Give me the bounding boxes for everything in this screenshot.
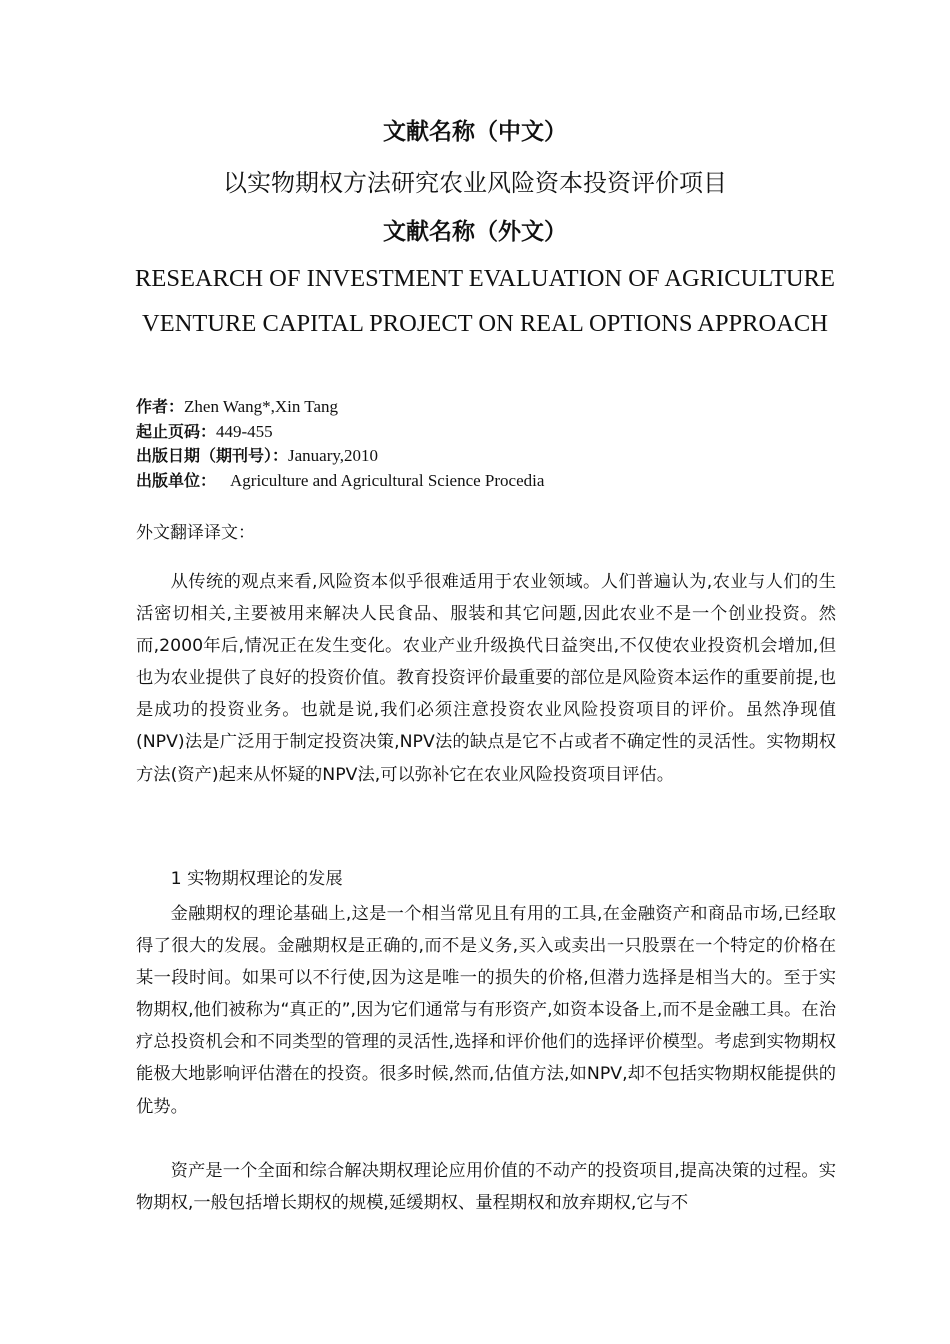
date-label: 出版日期（期刊号）： bbox=[136, 446, 289, 466]
pages-label: 起止页码： bbox=[136, 421, 217, 441]
paragraph-1 bbox=[136, 566, 836, 791]
publisher-value: Agriculture and Agricultural Science Procedia bbox=[230, 471, 545, 491]
paragraph-1-text: 从传统的观点来看,风险资本似乎很难适用于农业领域。人们普遍认为,农业与人们的生活密切相关,主要被用来解决人民食品、服装和其它问题,因此农业不是一个创业投资。然而,2000年后,情况正在发生变化。农业产业升级换代日益突出,不仅使农业投资机会增加,但也为农业提供了良好的投资价值。教育投资评价最重要的部位是风险资本运作的重要前提,也是成功的投资业务。也就是说,我们必须注意投资农业风险投资项目的评价。虽然净现值(NPV)法是广泛用于制定投资决策,NPV法的缺点是它不占或者不确定性的灵活性。实物期权方法(资产)起来从怀疑的NPV法,可以弥补它在农业风险投资项目评估。 bbox=[136, 572, 836, 785]
chinese-title-heading: 文献名称（中文） bbox=[383, 119, 567, 145]
paragraph-2-text: 金融期权的理论基础上,这是一个相当常见且有用的工具,在金融资产和商品市场,已经取得了很大的发展。金融期权是正确的,而不是义务,买入或卖出一只股票在一个特定的价格在某一段时间。如果可以不行使,因为这是唯一的损失的价格,但潜力选择是相当大的。至于实物期权,他们被称为“真正的”,因为它们通常与有形资产,如资本设备上,而不是金融工具。在治疗总投资机会和不同类型的管理的灵活性,选择和评价他们的选择评价模型。考虑到实物期权能极大地影响评估潜在的投资。很多时候,然而,估值方法,如NPV,却不包括实物期权能提供的优势。 bbox=[136, 904, 836, 1117]
author-label: 作者： bbox=[136, 397, 185, 416]
section-heading bbox=[136, 863, 836, 895]
paragraph-3 bbox=[136, 1155, 836, 1219]
section-heading-text: 1 实物期权理论的发展 bbox=[170, 869, 343, 889]
date-value: January,2010 bbox=[288, 446, 379, 466]
foreign-title-heading: 文献名称（外文） bbox=[383, 219, 567, 245]
date-line bbox=[136, 444, 544, 469]
chinese-title: 以实物期权方法研究农业风险资本投资评价项目 bbox=[223, 169, 727, 197]
paragraph-3-text: 资产是一个全面和综合解决期权理论应用价值的不动产的投资项目,提高决策的过程。实物期权,一般包括增长期权的规模,延缓期权、量程期权和放弃期权,它与不 bbox=[136, 1161, 836, 1214]
translation-intro: 外文翻译译文： bbox=[136, 523, 255, 543]
publisher-label: 出版单位： bbox=[136, 471, 217, 491]
pages-line bbox=[136, 420, 544, 445]
author-line bbox=[136, 395, 544, 420]
bibliographic-info bbox=[136, 395, 544, 494]
publisher-line bbox=[136, 469, 544, 494]
pages-value: 449-455 bbox=[216, 421, 273, 441]
author-value: Zhen Wang*,Xin Tang bbox=[184, 397, 339, 416]
foreign-title: RESEARCH OF INVESTMENT EVALUATION OF AGRICULTURE VENTURE CAPITAL PROJECT ON REAL OPTIONS APPROACH bbox=[135, 265, 835, 337]
paragraph-2 bbox=[136, 898, 836, 1123]
